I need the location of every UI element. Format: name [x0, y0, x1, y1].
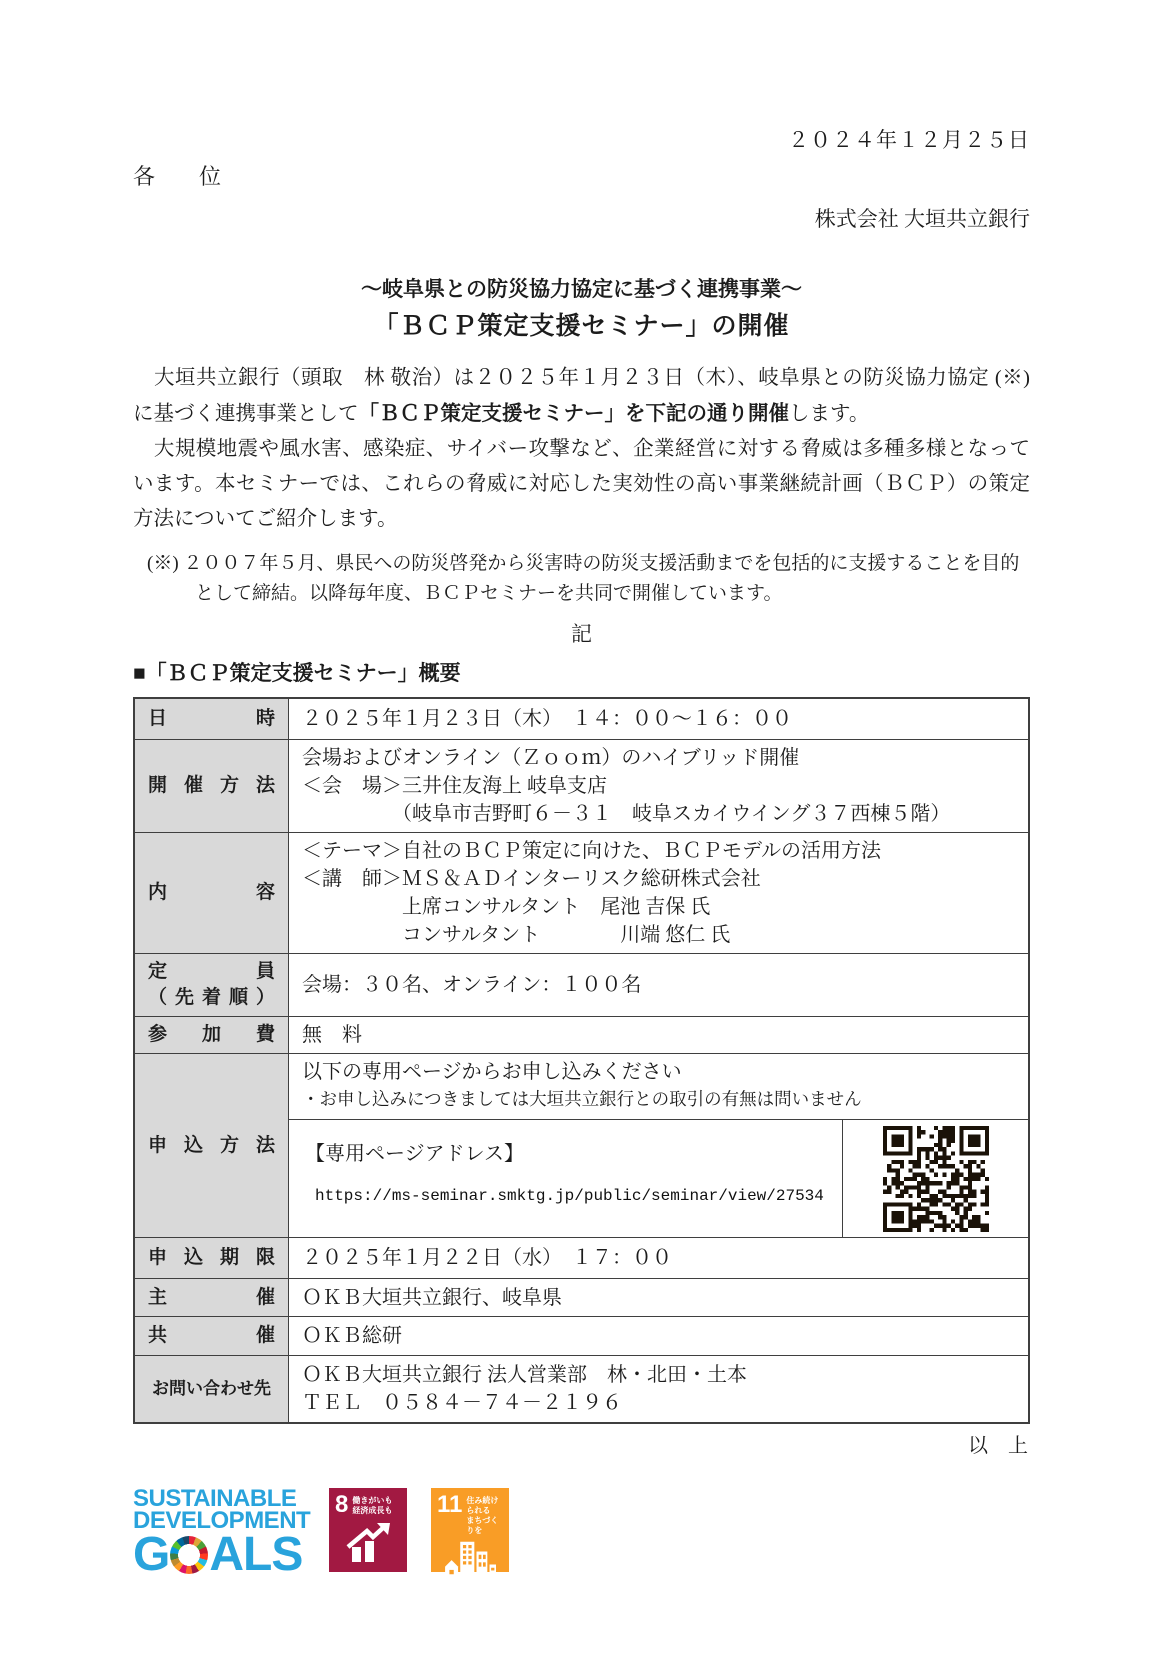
- table-row-host: [135, 1278, 1028, 1316]
- row-header-capacity: 定 員 （ 先 着 順 ）: [135, 954, 289, 1016]
- goal11-city-icon: [437, 1538, 503, 1578]
- apply-subsection: [289, 1119, 1028, 1237]
- table-row-cohost: [135, 1316, 1028, 1355]
- row-header-datetime: 日 時: [135, 699, 289, 739]
- table-row-capacity: [135, 953, 1028, 1016]
- row-value-host: ＯＫＢ大垣共立銀行、岐阜県: [302, 1286, 562, 1309]
- table-row-method: [135, 739, 1028, 832]
- issuer-company: 株式会社 大垣共立銀行: [814, 207, 1030, 231]
- qr-cell: [842, 1120, 1028, 1237]
- row-header-deadline: 申 込 期 限: [135, 1238, 289, 1278]
- sdg-goal8-tile: 8 働きがいも 経済成長も: [329, 1488, 407, 1572]
- row-header-content: 内 容: [135, 833, 289, 953]
- row-header-contact: お問い合わせ先: [135, 1356, 289, 1422]
- row-header-cohost: 共 催: [135, 1317, 289, 1355]
- row-header-fee: 参 加 費: [135, 1017, 289, 1053]
- row-value-content: ＜テーマ＞自社のＢＣＰ策定に向けた、ＢＣＰモデルの活用方法 ＜講 師＞ＭＳ＆ＡＤインターリスク総研株式会社 上席コンサルタント 尾池 吉保 氏 コンサルタント 川端 悠仁 氏: [302, 840, 881, 946]
- sdg-goals-line: G ALS: [133, 1528, 303, 1581]
- row-header-apply: 申 込 方 法: [135, 1054, 289, 1237]
- apply-url: https://ms-seminar.smktg.jp/public/seminar/view/27534: [315, 1187, 824, 1205]
- seminar-overview-table: [133, 697, 1030, 1424]
- apply-intro: 以下の専用ページからお申し込みください ・お申し込みにつきましては大垣共立銀行との取引の有無は問いません: [302, 1061, 862, 1109]
- paragraph-announcement: [133, 361, 1030, 432]
- overview-heading: ■「ＢＣＰ策定支援セミナー」概要: [133, 662, 461, 685]
- sdg-logos: [133, 1485, 1030, 1581]
- row-value-deadline: ２０２５年１月２２日（水） １７：００: [302, 1247, 672, 1269]
- sdg-wordmark: SUSTAINABLE DEVELOPMENT G ALS: [133, 1485, 311, 1581]
- row-header-method: 開 催 方 法: [135, 740, 289, 832]
- table-row-contact: [135, 1355, 1028, 1422]
- table-row-apply: [135, 1053, 1028, 1237]
- closing-ijou: 以 上: [968, 1435, 1028, 1457]
- row-value-method: 会場およびオンライン（Ｚｏｏｍ）のハイブリッド開催 ＜会 場＞三井住友海上 岐阜支店 （岐阜市吉野町６－３１ 岐阜スカイウイング３７西棟５階）: [302, 747, 951, 825]
- table-row-datetime: [135, 699, 1028, 739]
- row-value-datetime: ２０２５年１月２３日（木） １４：００～１６：００: [302, 708, 792, 730]
- table-row-content: [135, 832, 1028, 953]
- row-header-host: 主 催: [135, 1279, 289, 1316]
- paragraph-background: 大規模地震や風水害、感染症、サイバー攻撃など、企業経営に対する脅威は多種多様となっています。本セミナーでは、これらの脅威に対応した実効性の高い事業継続計画（ＢＣＰ）の策定方法についてご紹介します。: [133, 438, 1030, 530]
- paragraph-announcement-pre: 大垣共立銀行（頭取 林 敬治）は２０２５年１月２３日（木）、岐阜県との防災協力協定 (※) に基づく連携事業として: [133, 367, 1030, 425]
- row-value-capacity: 会場：３０名、オンライン：１００名: [302, 974, 642, 996]
- footnote: (※) ２００７年５月、県民への防災啓発から災害時の防災支援活動までを包括的に支援することを目的として締結。以降毎年度、ＢＣＰセミナーを共同で開催しています。: [147, 553, 1020, 604]
- qr-code-icon: [883, 1126, 989, 1232]
- title-subtitle: ～岐阜県との防災協力協定に基づく連携事業～: [361, 278, 802, 301]
- sdg-goal11-tile: 11 住み続けられる まちづくりを: [431, 1488, 509, 1572]
- addressee: 各 位: [133, 164, 222, 189]
- paragraph-announcement-bold: 「ＢＣＰ策定支援セミナー」を下記の通り開催: [358, 402, 789, 425]
- title-main: 「ＢＣＰ策定支援セミナー」の開催: [373, 312, 790, 340]
- ki-marker: 記: [571, 622, 592, 646]
- goal8-growth-chart-icon: [335, 1518, 401, 1568]
- row-value-apply: [289, 1054, 1028, 1237]
- table-row-deadline: [135, 1237, 1028, 1278]
- sdg-wheel-icon: [170, 1536, 208, 1574]
- row-value-cohost: ＯＫＢ総研: [302, 1325, 402, 1347]
- paragraph-announcement-post: します。: [789, 403, 870, 425]
- row-value-fee: 無 料: [302, 1024, 362, 1046]
- table-row-fee: [135, 1016, 1028, 1053]
- row-value-contact: ＯＫＢ大垣共立銀行 法人営業部 林・北田・土本 ＴＥＬ ０５８４－７４－２１９６: [302, 1364, 747, 1414]
- document-date: ２０２４年１２月２５日: [788, 128, 1030, 152]
- apply-address-area: 【専用ページアドレス】 https://ms-seminar.smktg.jp/public/seminar/view/27534: [289, 1120, 842, 1237]
